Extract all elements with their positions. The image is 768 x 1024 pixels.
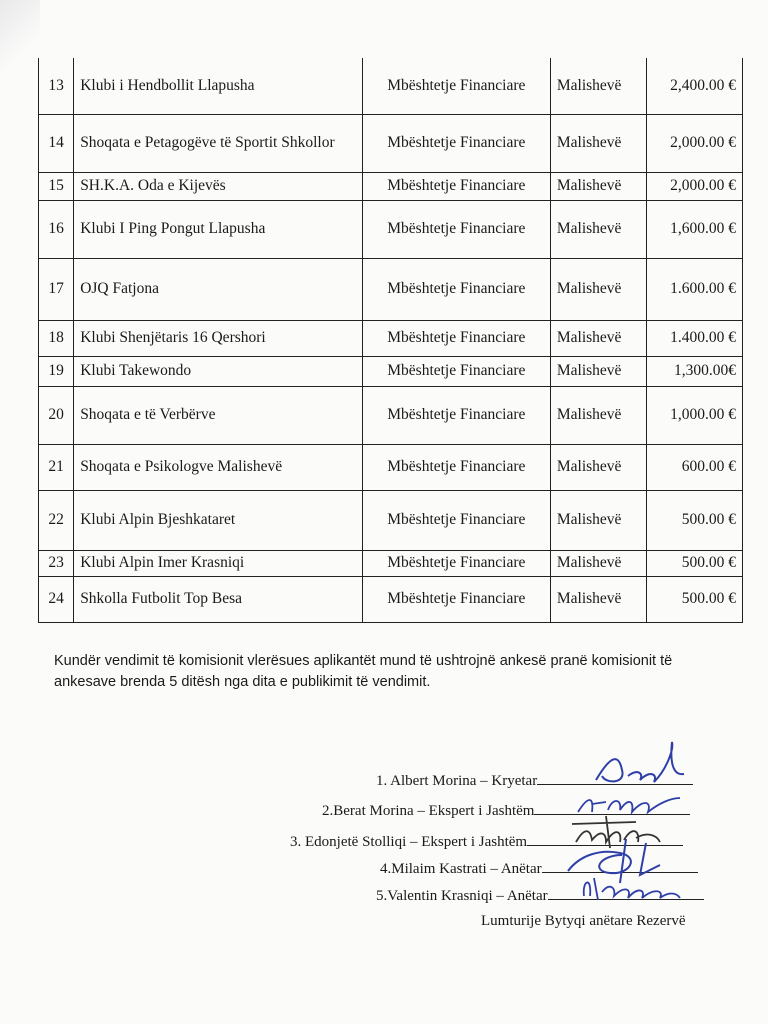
municipality: Malishevë xyxy=(550,320,647,356)
support-type: Mbështetje Financiare xyxy=(362,576,550,622)
applicant-name: Klubi Shenjëtaris 16 Qershori xyxy=(74,320,363,356)
municipality: Malishevë xyxy=(550,444,647,490)
support-type: Mbështetje Financiare xyxy=(362,58,550,114)
row-number: 20 xyxy=(39,386,74,444)
row-number: 16 xyxy=(39,200,74,258)
grants-table-body xyxy=(39,58,743,622)
grants-table xyxy=(38,58,743,623)
amount: 2,400.00 € xyxy=(647,58,743,114)
row-number: 14 xyxy=(39,114,74,172)
row-number: 23 xyxy=(39,550,74,576)
municipality: Malishevë xyxy=(550,114,647,172)
table-row xyxy=(39,172,743,200)
amount: 2,000.00 € xyxy=(647,172,743,200)
row-number: 13 xyxy=(39,58,74,114)
amount: 600.00 € xyxy=(647,444,743,490)
table-row xyxy=(39,58,743,114)
applicant-name: Klubi Alpin Bjeshkataret xyxy=(74,490,363,550)
reserve-member: Lumturije Bytyqi anëtare Rezervë xyxy=(481,913,686,929)
table-row xyxy=(39,258,743,320)
signatory-name: 3. Edonjetë Stolliqi – Ekspert i Jashtëm xyxy=(290,834,528,850)
table-row xyxy=(39,356,743,386)
municipality: Malishevë xyxy=(550,258,647,320)
applicant-name: Klubi i Hendbollit Llapusha xyxy=(74,58,363,114)
municipality: Malishevë xyxy=(550,356,647,386)
municipality: Malishevë xyxy=(550,172,647,200)
amount: 1,300.00€ xyxy=(647,356,743,386)
table-row xyxy=(39,576,743,622)
amount: 500.00 € xyxy=(647,550,743,576)
support-type: Mbështetje Financiare xyxy=(362,258,550,320)
municipality: Malishevë xyxy=(550,576,647,622)
applicant-name: Klubi Alpin Imer Krasniqi xyxy=(74,550,363,576)
amount: 1,000.00 € xyxy=(647,386,743,444)
municipality: Malishevë xyxy=(550,550,647,576)
municipality: Malishevë xyxy=(550,58,647,114)
support-type: Mbështetje Financiare xyxy=(362,172,550,200)
support-type: Mbështetje Financiare xyxy=(362,490,550,550)
support-type: Mbështetje Financiare xyxy=(362,550,550,576)
table-row xyxy=(39,550,743,576)
signatory-name: 2.Berat Morina – Ekspert i Jashtëm xyxy=(322,803,535,819)
appeal-note: Kundër vendimit të komisionit vlerësues aplikantët mund të ushtrojnë ankesë pranë komisionit të ankesave brenda 5 ditësh nga dita e publikimit të vendimit. xyxy=(54,653,673,690)
applicant-name: Klubi I Ping Pongut Llapusha xyxy=(74,200,363,258)
amount: 1.400.00 € xyxy=(647,320,743,356)
amount: 1,600.00 € xyxy=(647,200,743,258)
applicant-name: Shoqata e Psikologve Malishevë xyxy=(74,444,363,490)
row-number: 19 xyxy=(39,356,74,386)
row-number: 24 xyxy=(39,576,74,622)
table-row xyxy=(39,320,743,356)
applicant-name: Shoqata e të Verbërve xyxy=(74,386,363,444)
support-type: Mbështetje Financiare xyxy=(362,356,550,386)
applicant-name: Shoqata e Petagogëve të Sportit Shkollor xyxy=(74,114,363,172)
signatory-name: 1. Albert Morina – Kryetar xyxy=(376,773,538,789)
applicant-name: Klubi Takewondo xyxy=(74,356,363,386)
signatory-name: 5.Valentin Krasniqi – Anëtar xyxy=(376,888,548,904)
support-type: Mbështetje Financiare xyxy=(362,386,550,444)
support-type: Mbështetje Financiare xyxy=(362,114,550,172)
row-number: 18 xyxy=(39,320,74,356)
signatory-name: 4.Milaim Kastrati – Anëtar xyxy=(380,861,542,877)
municipality: Malishevë xyxy=(550,386,647,444)
row-number: 21 xyxy=(39,444,74,490)
table-row xyxy=(39,114,743,172)
signature-albert-morina xyxy=(588,740,708,790)
municipality: Malishevë xyxy=(550,490,647,550)
row-number: 22 xyxy=(39,490,74,550)
table-row xyxy=(39,200,743,258)
paper-corner-shadow xyxy=(0,0,40,70)
municipality: Malishevë xyxy=(550,200,647,258)
table-row xyxy=(39,444,743,490)
amount: 500.00 € xyxy=(647,490,743,550)
applicant-name: SH.K.A. Oda e Kijevës xyxy=(74,172,363,200)
support-type: Mbështetje Financiare xyxy=(362,444,550,490)
amount: 500.00 € xyxy=(647,576,743,622)
amount: 1.600.00 € xyxy=(647,258,743,320)
support-type: Mbështetje Financiare xyxy=(362,320,550,356)
applicant-name: OJQ Fatjona xyxy=(74,258,363,320)
signature-valentin-krasniqi xyxy=(576,872,686,906)
applicant-name: Shkolla Futbolit Top Besa xyxy=(74,576,363,622)
row-number: 17 xyxy=(39,258,74,320)
support-type: Mbështetje Financiare xyxy=(362,200,550,258)
row-number: 15 xyxy=(39,172,74,200)
table-row xyxy=(39,490,743,550)
amount: 2,000.00 € xyxy=(647,114,743,172)
table-row xyxy=(39,386,743,444)
